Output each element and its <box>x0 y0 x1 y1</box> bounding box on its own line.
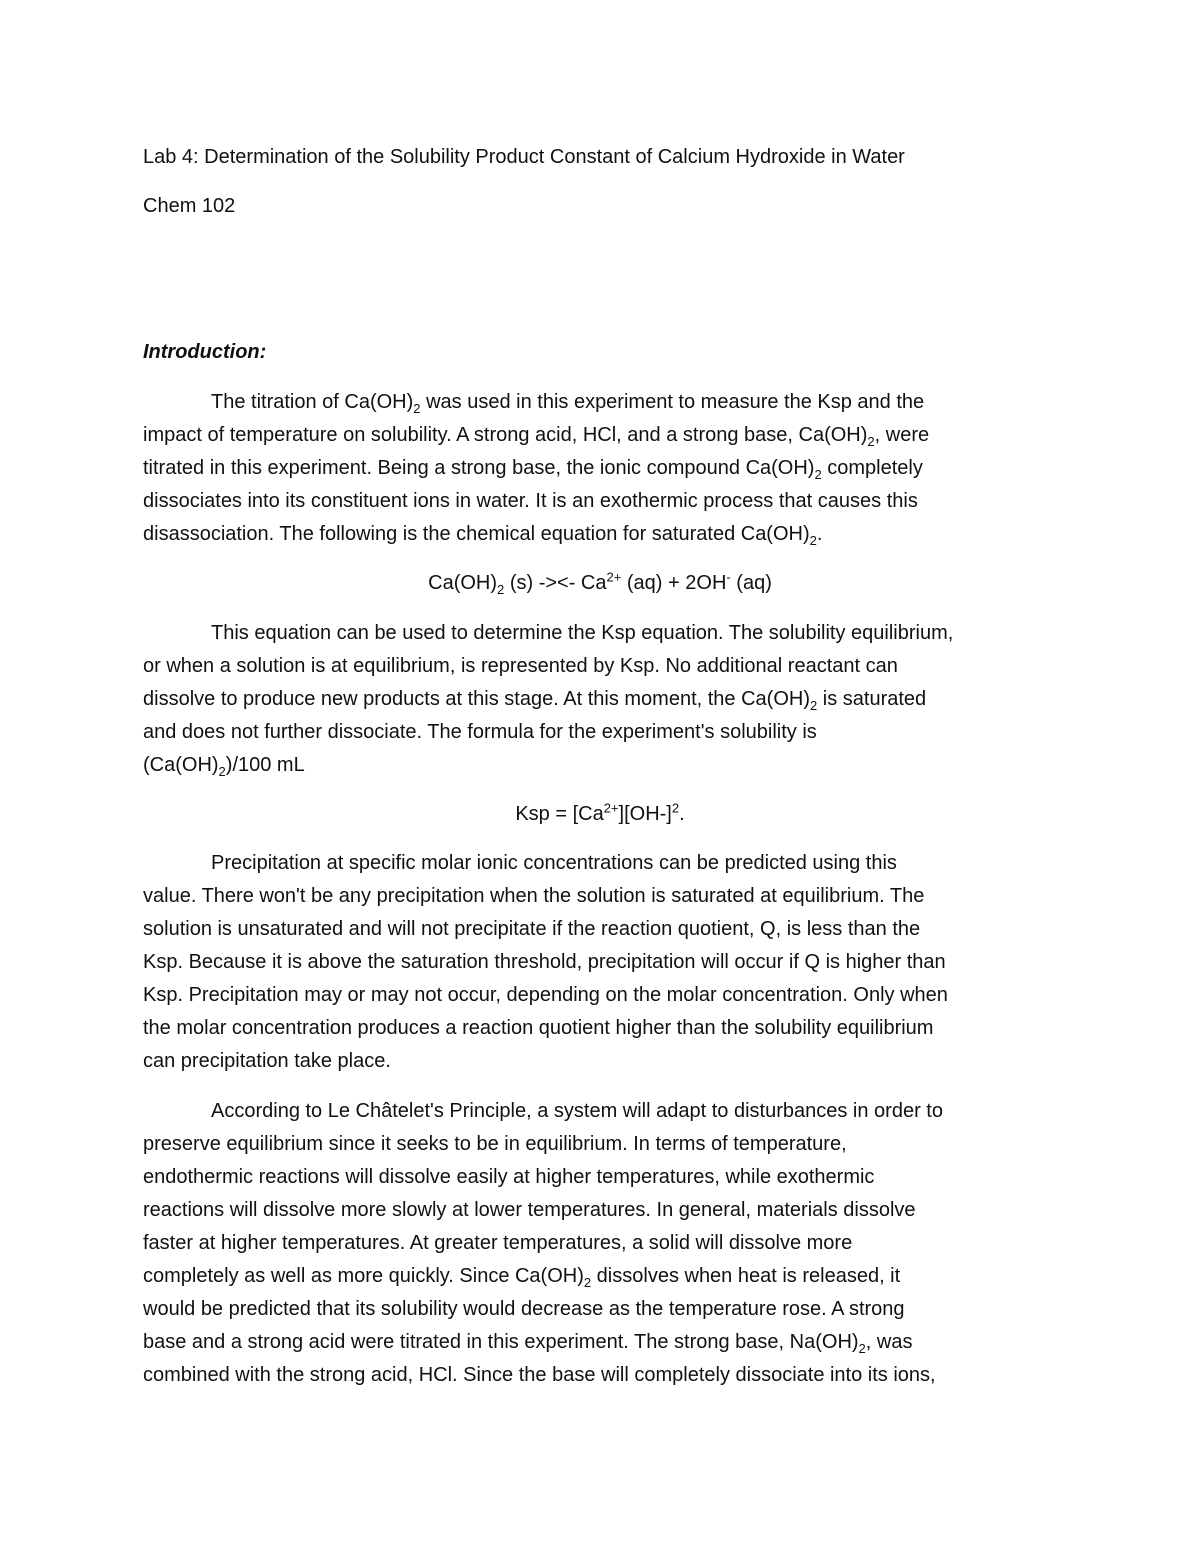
text-line: Ksp. Precipitation may or may not occur, depending on the molar concentration. Only when <box>143 984 948 1006</box>
text-line: or when a solution is at equilibrium, is represented by Ksp. No additional reactant can <box>143 655 898 677</box>
text-line: can precipitation take place. <box>143 1050 391 1072</box>
text-line: dissociates into its constituent ions in water. It is an exothermic process that causes this <box>143 490 918 512</box>
text-line: the molar concentration produces a reaction quotient higher than the solubility equilibrium <box>143 1017 934 1039</box>
equation-ksp: Ksp = $[Ca^{2+}][OH-]^2$. <box>515 800 685 825</box>
text-line: disassociation. The following is the chemical equation for saturated $Ca(OH)_2$. <box>143 523 823 548</box>
equation-dissociation: $Ca(OH)_2$ (s) -><- $Ca^{2+}$ (aq) + 2OH- (aq) <box>428 569 772 597</box>
text-line: and does not further dissociate. The formula for the experiment's solubility is <box>143 721 817 743</box>
text-line: titrated in this experiment. Being a strong base, the ionic compound $Ca(OH)_2$ completely <box>143 457 923 482</box>
text-line: base and a strong acid were titrated in this experiment. The strong base, $Na(OH)_2$, was <box>143 1331 913 1356</box>
text-line: endothermic reactions will dissolve easily at higher temperatures, while exothermic <box>143 1166 875 1188</box>
text-line: completely as well as more quickly. Since $Ca(OH)_2$ dissolves when heat is released, it <box>143 1265 901 1290</box>
text-line: solution is unsaturated and will not precipitate if the reaction quotient, Q, is less than the <box>143 918 921 940</box>
text-line: preserve equilibrium since it seeks to be in equilibrium. In terms of temperature, <box>143 1133 847 1155</box>
text-line: $(Ca(OH)_2)/100$ mL <box>143 754 305 779</box>
text-line: Ksp. Because it is above the saturation threshold, precipitation will occur if Q is higher than <box>143 951 946 973</box>
text-line: This equation can be used to determine the Ksp equation. The solubility equilibrium, <box>211 622 954 644</box>
text-line: value. There won't be any precipitation when the solution is saturated at equilibrium. The <box>143 885 925 907</box>
document-title: Lab 4: Determination of the Solubility Product Constant of Calcium Hydroxide in Water <box>143 146 905 168</box>
text-line: dissolve to produce new products at this stage. At this moment, the $Ca(OH)_2$ is saturated <box>143 688 927 713</box>
text-line: impact of temperature on solubility. A strong acid, HCl, and a strong base, $Ca(OH)_2$, were <box>143 424 930 449</box>
text-line: According to Le Châtelet's Principle, a system will adapt to disturbances in order to <box>211 1100 943 1122</box>
text-line: would be predicted that its solubility would decrease as the temperature rose. A strong <box>143 1298 905 1320</box>
text-line: faster at higher temperatures. At greater temperatures, a solid will dissolve more <box>143 1232 853 1254</box>
course-label: Chem 102 <box>143 195 236 217</box>
text-line: combined with the strong acid, HCl. Since the base will completely dissociate into its ions, <box>143 1364 936 1386</box>
section-heading: Introduction: <box>143 341 267 363</box>
text-line: Precipitation at specific molar ionic concentrations can be predicted using this <box>211 852 897 874</box>
text-line: reactions will dissolve more slowly at lower temperatures. In general, materials dissolve <box>143 1199 916 1221</box>
text-line: The titration of $Ca(OH)_2$ was used in this experiment to measure the Ksp and the <box>211 391 925 416</box>
